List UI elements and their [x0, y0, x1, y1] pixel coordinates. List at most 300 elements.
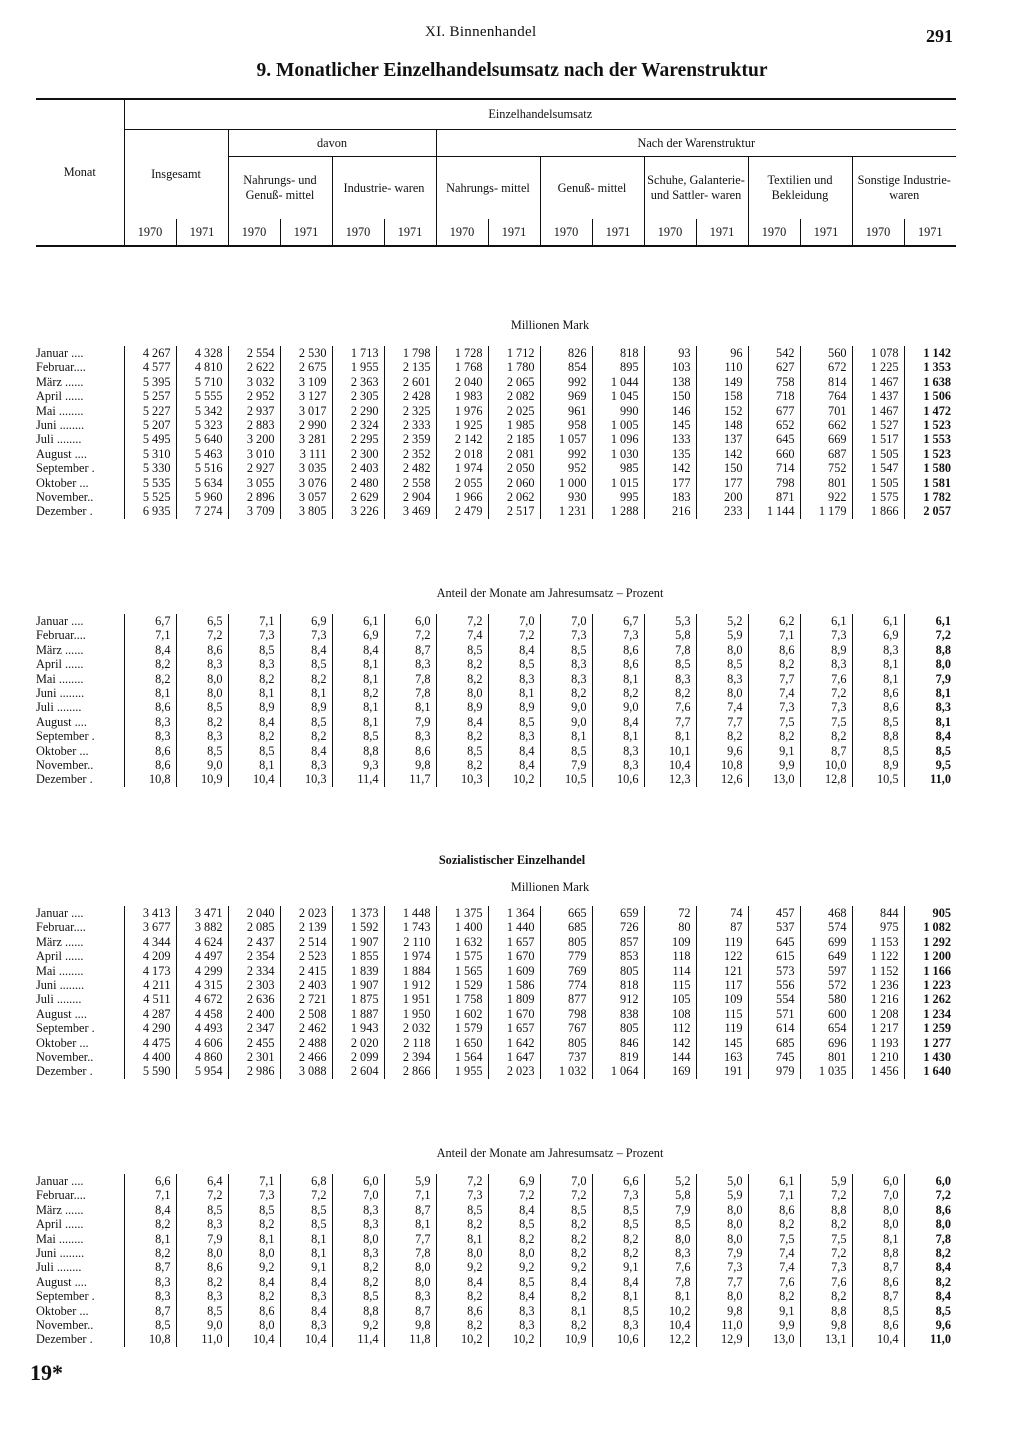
value-cell: 1 866 — [852, 504, 904, 518]
value-cell: 2 118 — [384, 1036, 436, 1050]
value-cell: 2 363 — [332, 375, 384, 389]
value-cell: 8,5 — [592, 1217, 644, 1231]
value-cell: 142 — [696, 447, 748, 461]
value-cell: 2 324 — [332, 418, 384, 432]
table-row — [36, 729, 956, 743]
value-cell: 2 508 — [280, 1007, 332, 1021]
value-cell: 8,7 — [384, 643, 436, 657]
value-cell: 877 — [540, 992, 592, 1006]
table-row — [36, 1275, 956, 1289]
value-cell: 8,6 — [124, 744, 176, 758]
col-header-industriewaren: Industrie- waren — [332, 157, 436, 220]
section-3-heading: Sozialistischer Einzelhandel — [438, 853, 586, 867]
value-cell: 7,4 — [748, 686, 800, 700]
value-cell: 8,0 — [228, 1318, 280, 1332]
value-cell: 8,5 — [332, 729, 384, 743]
value-cell: 2 025 — [488, 404, 540, 418]
value-cell: 3 471 — [176, 906, 228, 920]
month-label: August .... — [36, 1274, 87, 1289]
table-row — [36, 758, 956, 772]
value-cell: 4 400 — [124, 1050, 176, 1064]
value-cell: 2 085 — [228, 920, 280, 934]
month-label: März ...... — [36, 374, 84, 389]
value-cell: 2 040 — [228, 906, 280, 920]
value-cell: 8,8 — [332, 744, 384, 758]
value-cell: 8,2 — [436, 1217, 488, 1231]
value-cell: 7,3 — [748, 700, 800, 714]
value-cell: 5,0 — [696, 1174, 748, 1188]
value-cell: 8,7 — [852, 1260, 904, 1274]
value-cell: 7,4 — [748, 1246, 800, 1260]
value-cell: 3 055 — [228, 476, 280, 490]
section-3-unit: Millionen Mark — [510, 880, 590, 894]
value-cell: 1 728 — [436, 346, 488, 360]
value-cell: 8,4 — [488, 758, 540, 772]
value-cell: 145 — [696, 1036, 748, 1050]
value-cell: 8,3 — [540, 672, 592, 686]
value-cell: 1 373 — [332, 906, 384, 920]
value-cell: 233 — [696, 504, 748, 518]
value-cell: 11,7 — [384, 772, 436, 786]
value-cell: 992 — [540, 447, 592, 461]
value-cell: 662 — [800, 418, 852, 432]
value-cell: 5,9 — [384, 1174, 436, 1188]
value-cell: 685 — [540, 920, 592, 934]
value-cell: 2 952 — [228, 389, 280, 403]
value-cell: 10,0 — [800, 758, 852, 772]
value-cell: 8,1 — [852, 672, 904, 686]
value-cell: 7,0 — [540, 1174, 592, 1188]
value-cell: 1 579 — [436, 1021, 488, 1035]
table-row — [36, 1289, 956, 1303]
value-cell: 844 — [852, 906, 904, 920]
value-cell: 2 142 — [436, 432, 488, 446]
value-cell: 1 875 — [332, 992, 384, 1006]
value-cell: 8,5 — [280, 1203, 332, 1217]
value-cell: 2 479 — [436, 504, 488, 518]
value-cell: 7,1 — [124, 1188, 176, 1202]
value-cell: 74 — [696, 906, 748, 920]
value-cell: 93 — [644, 346, 696, 360]
einzelhandelsumsatz-header: Einzelhandelsumsatz — [124, 99, 956, 130]
value-cell: 1 000 — [540, 476, 592, 490]
value-cell: 8,3 — [488, 1304, 540, 1318]
value-cell: 9,8 — [696, 1304, 748, 1318]
value-cell: 7,2 — [904, 1188, 956, 1202]
value-cell: 1 179 — [800, 504, 852, 518]
value-cell: 8,2 — [592, 686, 644, 700]
value-cell: 119 — [696, 935, 748, 949]
value-cell: 1 231 — [540, 504, 592, 518]
value-cell: 5 495 — [124, 432, 176, 446]
value-cell: 8,5 — [696, 657, 748, 671]
section-4-unit: Anteil der Monate am Jahresumsatz – Prozent — [436, 1146, 664, 1160]
value-cell: 1 210 — [852, 1050, 904, 1064]
value-cell: 8,0 — [696, 1217, 748, 1231]
value-cell: 7,8 — [644, 643, 696, 657]
value-cell: 12,3 — [644, 772, 696, 786]
value-cell: 779 — [540, 949, 592, 963]
value-cell: 8,1 — [436, 1232, 488, 1246]
month-label: Juni ........ — [36, 978, 85, 993]
value-cell: 2 466 — [280, 1050, 332, 1064]
value-cell: 1 523 — [904, 447, 956, 461]
value-cell: 2 055 — [436, 476, 488, 490]
month-label: August .... — [36, 446, 87, 461]
value-cell: 2 099 — [332, 1050, 384, 1064]
value-cell: 9,6 — [904, 1318, 956, 1332]
value-cell: 1 456 — [852, 1064, 904, 1078]
value-cell: 6,2 — [748, 614, 800, 628]
value-cell: 1 602 — [436, 1007, 488, 1021]
value-cell: 7,2 — [280, 1188, 332, 1202]
value-cell: 1 966 — [436, 490, 488, 504]
value-cell: 8,4 — [436, 1275, 488, 1289]
value-cell: 6,8 — [280, 1174, 332, 1188]
value-cell: 7,2 — [176, 1188, 228, 1202]
value-cell: 1 523 — [904, 418, 956, 432]
value-cell: 7,2 — [436, 1174, 488, 1188]
table-row — [36, 672, 956, 686]
value-cell: 8,3 — [592, 1318, 644, 1332]
value-cell: 8,2 — [540, 1232, 592, 1246]
value-cell: 8,3 — [384, 729, 436, 743]
value-cell: 979 — [748, 1064, 800, 1078]
value-cell: 1 768 — [436, 360, 488, 374]
value-cell: 1 078 — [852, 346, 904, 360]
value-cell: 8,4 — [488, 1289, 540, 1303]
value-cell: 8,2 — [748, 1217, 800, 1231]
value-cell: 2 110 — [384, 935, 436, 949]
value-cell: 8,1 — [644, 729, 696, 743]
value-cell: 8,0 — [644, 1232, 696, 1246]
value-cell: 2 290 — [332, 404, 384, 418]
value-cell: 8,1 — [852, 657, 904, 671]
value-cell: 8,6 — [852, 1318, 904, 1332]
value-cell: 1 758 — [436, 992, 488, 1006]
value-cell: 8,1 — [280, 1232, 332, 1246]
value-cell: 8,3 — [488, 672, 540, 686]
value-cell: 1 529 — [436, 978, 488, 992]
value-cell: 1 884 — [384, 964, 436, 978]
table-row — [36, 360, 956, 374]
value-cell: 8,1 — [332, 715, 384, 729]
value-cell: 9,2 — [540, 1260, 592, 1274]
value-cell: 8,6 — [852, 700, 904, 714]
value-cell: 1 262 — [904, 992, 956, 1006]
value-cell: 764 — [800, 389, 852, 403]
value-cell: 9,1 — [748, 744, 800, 758]
value-cell: 8,5 — [176, 1203, 228, 1217]
month-label: April ...... — [36, 949, 84, 964]
value-cell: 4 810 — [176, 360, 228, 374]
value-cell: 1 153 — [852, 935, 904, 949]
value-cell: 7,9 — [696, 1246, 748, 1260]
value-cell: 8,5 — [540, 1203, 592, 1217]
section-1-unit: Millionen Mark — [510, 318, 590, 332]
month-label: Februar.... — [36, 628, 86, 643]
value-cell: 2 354 — [228, 949, 280, 963]
value-cell: 6,4 — [176, 1174, 228, 1188]
value-cell: 769 — [540, 964, 592, 978]
value-cell: 7,3 — [800, 700, 852, 714]
table-row — [36, 715, 956, 729]
value-cell: 2 558 — [384, 476, 436, 490]
value-cell: 8,0 — [696, 1232, 748, 1246]
value-cell: 142 — [644, 461, 696, 475]
value-cell: 6,9 — [332, 628, 384, 642]
value-cell: 149 — [696, 375, 748, 389]
value-cell: 8,9 — [800, 643, 852, 657]
value-cell: 115 — [696, 1007, 748, 1021]
value-cell: 4 497 — [176, 949, 228, 963]
value-cell: 9,1 — [748, 1304, 800, 1318]
value-cell: 560 — [800, 346, 852, 360]
table-row — [36, 657, 956, 671]
value-cell: 1 955 — [332, 360, 384, 374]
value-cell: 995 — [592, 490, 644, 504]
value-cell: 8,6 — [748, 1203, 800, 1217]
value-cell: 1 553 — [904, 432, 956, 446]
value-cell: 11,0 — [176, 1332, 228, 1346]
value-cell: 1 216 — [852, 992, 904, 1006]
value-cell: 109 — [696, 992, 748, 1006]
value-cell: 5 960 — [176, 490, 228, 504]
value-cell: 7,1 — [748, 628, 800, 642]
value-cell: 5 463 — [176, 447, 228, 461]
value-cell: 1 809 — [488, 992, 540, 1006]
value-cell: 8,8 — [332, 1304, 384, 1318]
value-cell: 8,9 — [228, 700, 280, 714]
value-cell: 2 986 — [228, 1064, 280, 1078]
value-cell: 2 866 — [384, 1064, 436, 1078]
value-cell: 9,9 — [748, 1318, 800, 1332]
value-cell: 12,9 — [696, 1332, 748, 1346]
table-row — [36, 375, 956, 389]
value-cell: 1 152 — [852, 964, 904, 978]
value-cell: 8,5 — [904, 1304, 956, 1318]
value-cell: 7,3 — [540, 628, 592, 642]
value-cell: 8,5 — [228, 643, 280, 657]
value-cell: 8,3 — [280, 1289, 332, 1303]
value-cell: 152 — [696, 404, 748, 418]
table-row — [36, 628, 956, 642]
value-cell: 8,0 — [436, 686, 488, 700]
value-cell: 1 640 — [904, 1064, 956, 1078]
table-title: 9. Monatlicher Einzelhandelsumsatz nach der Warenstruktur — [256, 60, 768, 81]
table-row — [36, 772, 956, 786]
month-label: Oktober ... — [36, 475, 89, 490]
value-cell: 1 064 — [592, 1064, 644, 1078]
value-cell: 7,6 — [800, 672, 852, 686]
value-cell: 8,5 — [592, 1203, 644, 1217]
value-cell: 11,0 — [904, 1332, 956, 1346]
value-cell: 8,7 — [124, 1304, 176, 1318]
value-cell: 1 670 — [488, 1007, 540, 1021]
value-cell: 183 — [644, 490, 696, 504]
table-row — [36, 978, 956, 992]
month-label: Dezember . — [36, 504, 93, 519]
value-cell: 8,2 — [592, 1246, 644, 1260]
value-cell: 2 135 — [384, 360, 436, 374]
value-cell: 8,2 — [748, 657, 800, 671]
value-cell: 2 305 — [332, 389, 384, 403]
section-2-unit: Anteil der Monate am Jahresumsatz – Prozent — [436, 586, 664, 600]
value-cell: 2 488 — [280, 1036, 332, 1050]
value-cell: 8,5 — [280, 715, 332, 729]
value-cell: 627 — [748, 360, 800, 374]
year-header: 1971 — [904, 219, 956, 246]
value-cell: 8,3 — [176, 657, 228, 671]
value-cell: 8,2 — [800, 729, 852, 743]
value-cell: 1 142 — [904, 346, 956, 360]
value-cell: 8,1 — [904, 715, 956, 729]
value-cell: 1 839 — [332, 964, 384, 978]
value-cell: 554 — [748, 992, 800, 1006]
value-cell: 8,6 — [124, 758, 176, 772]
month-label: August .... — [36, 1006, 87, 1021]
value-cell: 1 044 — [592, 375, 644, 389]
value-cell: 1 200 — [904, 949, 956, 963]
value-cell: 1 983 — [436, 389, 488, 403]
value-cell: 8,2 — [540, 1318, 592, 1332]
value-cell: 1 400 — [436, 920, 488, 934]
value-cell: 8,4 — [280, 1275, 332, 1289]
running-head: XI. Binnenhandel — [425, 24, 537, 40]
value-cell: 8,6 — [852, 1275, 904, 1289]
value-cell: 1 943 — [332, 1021, 384, 1035]
value-cell: 8,3 — [384, 1289, 436, 1303]
value-cell: 8,3 — [332, 1217, 384, 1231]
value-cell: 6,9 — [280, 614, 332, 628]
value-cell: 5 342 — [176, 404, 228, 418]
value-cell: 7,3 — [280, 628, 332, 642]
value-cell: 8,2 — [748, 729, 800, 743]
value-cell: 2 295 — [332, 432, 384, 446]
value-cell: 8,2 — [436, 758, 488, 772]
value-cell: 8,0 — [176, 1246, 228, 1260]
value-cell: 8,5 — [540, 744, 592, 758]
value-cell: 8,5 — [436, 643, 488, 657]
month-label: Dezember . — [36, 1064, 93, 1079]
value-cell: 9,1 — [280, 1260, 332, 1274]
value-cell: 5,9 — [696, 628, 748, 642]
value-cell: 1 782 — [904, 490, 956, 504]
value-cell: 114 — [644, 964, 696, 978]
value-cell: 9,9 — [748, 758, 800, 772]
value-cell: 7,8 — [904, 1232, 956, 1246]
value-cell: 8,6 — [592, 657, 644, 671]
value-cell: 1 564 — [436, 1050, 488, 1064]
value-cell: 3 281 — [280, 432, 332, 446]
value-cell: 8,3 — [332, 1246, 384, 1260]
value-cell: 614 — [748, 1021, 800, 1035]
value-cell: 659 — [592, 906, 644, 920]
value-cell: 600 — [800, 1007, 852, 1021]
value-cell: 7,7 — [696, 715, 748, 729]
value-cell: 8,4 — [592, 1275, 644, 1289]
value-cell: 7,3 — [800, 628, 852, 642]
value-cell: 6,6 — [124, 1174, 176, 1188]
value-cell: 2 514 — [280, 935, 332, 949]
table-row — [36, 1174, 956, 1188]
value-cell: 8,7 — [384, 1203, 436, 1217]
value-cell: 8,0 — [904, 1217, 956, 1231]
value-cell: 8,0 — [696, 686, 748, 700]
table-row — [36, 920, 956, 934]
value-cell: 2 622 — [228, 360, 280, 374]
year-header: 1971 — [384, 219, 436, 246]
value-cell: 7,2 — [488, 1188, 540, 1202]
value-cell: 12,2 — [644, 1332, 696, 1346]
value-cell: 7,0 — [488, 614, 540, 628]
value-cell: 1 951 — [384, 992, 436, 1006]
col-header-textilien: Textilien und Bekleidung — [748, 157, 852, 220]
value-cell: 1 082 — [904, 920, 956, 934]
value-cell: 9,3 — [332, 758, 384, 772]
value-cell: 177 — [696, 476, 748, 490]
value-cell: 2 333 — [384, 418, 436, 432]
value-cell: 5,8 — [644, 628, 696, 642]
value-cell: 961 — [540, 404, 592, 418]
value-cell: 8,6 — [228, 1304, 280, 1318]
month-label: Januar .... — [36, 614, 84, 628]
value-cell: 133 — [644, 432, 696, 446]
value-cell: 9,0 — [176, 758, 228, 772]
value-cell: 8,2 — [280, 672, 332, 686]
value-cell: 8,3 — [124, 1275, 176, 1289]
value-cell: 7,5 — [800, 715, 852, 729]
table-row — [36, 1036, 956, 1050]
value-cell: 4 267 — [124, 346, 176, 360]
value-cell: 2 032 — [384, 1021, 436, 1035]
month-header: Monat — [63, 165, 96, 179]
value-cell: 8,5 — [176, 700, 228, 714]
value-cell: 8,8 — [800, 1203, 852, 1217]
value-cell: 8,3 — [488, 729, 540, 743]
value-cell: 191 — [696, 1064, 748, 1078]
value-cell: 5,3 — [644, 614, 696, 628]
value-cell: 8,4 — [280, 643, 332, 657]
value-cell: 975 — [852, 920, 904, 934]
value-cell: 9,8 — [384, 758, 436, 772]
value-cell: 8,6 — [904, 1203, 956, 1217]
month-label: Januar .... — [36, 906, 84, 920]
value-cell: 4 173 — [124, 964, 176, 978]
month-label: März ...... — [36, 642, 84, 657]
value-cell: 1 743 — [384, 920, 436, 934]
value-cell: 8,3 — [592, 744, 644, 758]
value-cell: 2 040 — [436, 375, 488, 389]
value-cell: 6,0 — [904, 1174, 956, 1188]
value-cell: 7,4 — [696, 700, 748, 714]
value-cell: 1 712 — [488, 346, 540, 360]
value-cell: 10,2 — [488, 1332, 540, 1346]
value-cell: 1 657 — [488, 935, 540, 949]
value-cell: 9,5 — [904, 758, 956, 772]
value-cell: 9,0 — [540, 715, 592, 729]
value-cell: 930 — [540, 490, 592, 504]
value-cell: 5 395 — [124, 375, 176, 389]
value-cell: 8,1 — [228, 758, 280, 772]
table-row — [36, 744, 956, 758]
value-cell: 8,8 — [800, 1304, 852, 1318]
value-cell: 7,2 — [800, 1188, 852, 1202]
value-cell: 818 — [592, 978, 644, 992]
value-cell: 468 — [800, 906, 852, 920]
value-cell: 1 223 — [904, 978, 956, 992]
value-cell: 8,5 — [644, 1217, 696, 1231]
